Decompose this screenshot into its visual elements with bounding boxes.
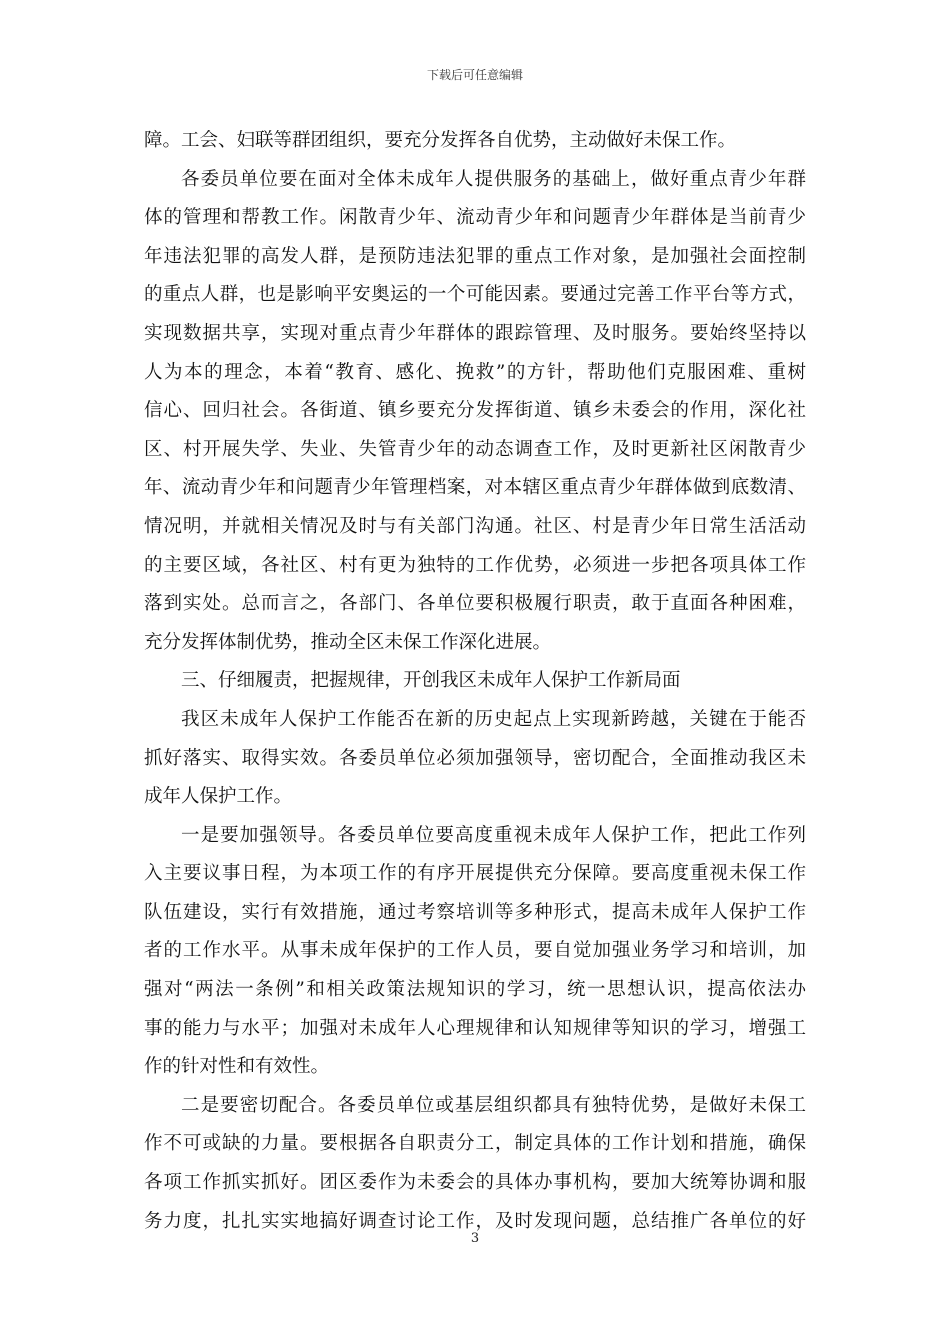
text-line: 三、仔细履责，把握规律，开创我区未成年人保护工作新局面 [181, 670, 681, 692]
text-line: 我区未成年人保护工作能否在新的历史起点上实现新跨越，关键在于能否 [181, 708, 806, 730]
text-line: 人为本的理念，本着“教育、感化、挽救”的方针，帮助他们克服困难、重树 [144, 361, 806, 383]
page-number: 3 [470, 1231, 480, 1246]
text-line: 抓好落实、取得实效。各委员单位必须加强领导，密切配合，全面推动我区未 [144, 747, 806, 769]
text-line: 者的工作水平。从事未成年保护的工作人员，要自觉加强业务学习和培训，加 [144, 940, 806, 962]
text-line: 年违法犯罪的高发人群，是预防违法犯罪的重点工作对象，是加强社会面控制 [144, 245, 806, 267]
text-line: 情况明，并就相关情况及时与有关部门沟通。社区、村是青少年日常生活活动 [144, 515, 806, 537]
text-line: 障。工会、妇联等群团组织，要充分发挥各自优势，主动做好未保工作。 [144, 130, 737, 151]
text-line: 队伍建设，实行有效措施，通过考察培训等多种形式，提高未成年人保护工作 [144, 901, 806, 923]
text-line: 务力度，扎扎实实地搞好调查讨论工作，及时发现问题，总结推广各单位的好 [144, 1210, 806, 1232]
text-line: 作的针对性和有效性。 [144, 1056, 330, 1078]
document-body [144, 122, 806, 1241]
text-line: 各项工作抓实抓好。团区委作为未委会的具体办事机构，要加大统筹协调和服 [144, 1172, 806, 1194]
text-line: 年、流动青少年和问题青少年管理档案，对本辖区重点青少年群体做到底数清、 [144, 477, 806, 499]
text-line: 各委员单位要在面对全体未成年人提供服务的基础上，做好重点青少年群 [181, 168, 806, 190]
text-line: 事的能力与水平；加强对未成年人心理规律和认知规律等知识的学习，增强工 [144, 1017, 806, 1039]
text-line: 一是要加强领导。各委员单位要高度重视未成年人保护工作，把此工作列 [181, 824, 806, 846]
text-line: 入主要议事日程，为本项工作的有序开展提供充分保障。要高度重视未保工作 [144, 863, 806, 885]
text-line: 二是要密切配合。各委员单位或基层组织都具有独特优势，是做好未保工 [181, 1094, 806, 1116]
text-line: 成年人保护工作。 [144, 786, 293, 808]
text-line: 区、村开展失学、失业、失管青少年的动态调查工作，及时更新社区闲散青少 [144, 438, 806, 460]
text-line: 强对“两法一条例”和相关政策法规知识的学习，统一思想认识，提高依法办 [144, 979, 806, 1001]
text-line: 的重点人群，也是影响平安奥运的一个可能因素。要通过完善工作平台等方式， [144, 284, 806, 306]
page-header: 下载后可任意编辑 [426, 68, 523, 82]
text-line: 信心、回归社会。各街道、镇乡要充分发挥街道、镇乡未委会的作用，深化社 [144, 400, 806, 422]
text-line: 实现数据共享，实现对重点青少年群体的跟踪管理、及时服务。要始终坚持以 [144, 322, 806, 344]
text-line: 落到实处。总而言之，各部门、各单位要积极履行职责，敢于直面各种困难， [144, 593, 806, 615]
text-line: 充分发挥体制优势，推动全区未保工作深化进展。 [144, 631, 552, 653]
text-line: 的主要区域，各社区、村有更为独特的工作优势，必须进一步把各项具体工作 [144, 554, 806, 576]
text-line: 体的管理和帮教工作。闲散青少年、流动青少年和问题青少年群体是当前青少 [144, 207, 806, 229]
text-line: 作不可或缺的力量。要根据各自职责分工，制定具体的工作计划和措施，确保 [144, 1133, 806, 1155]
